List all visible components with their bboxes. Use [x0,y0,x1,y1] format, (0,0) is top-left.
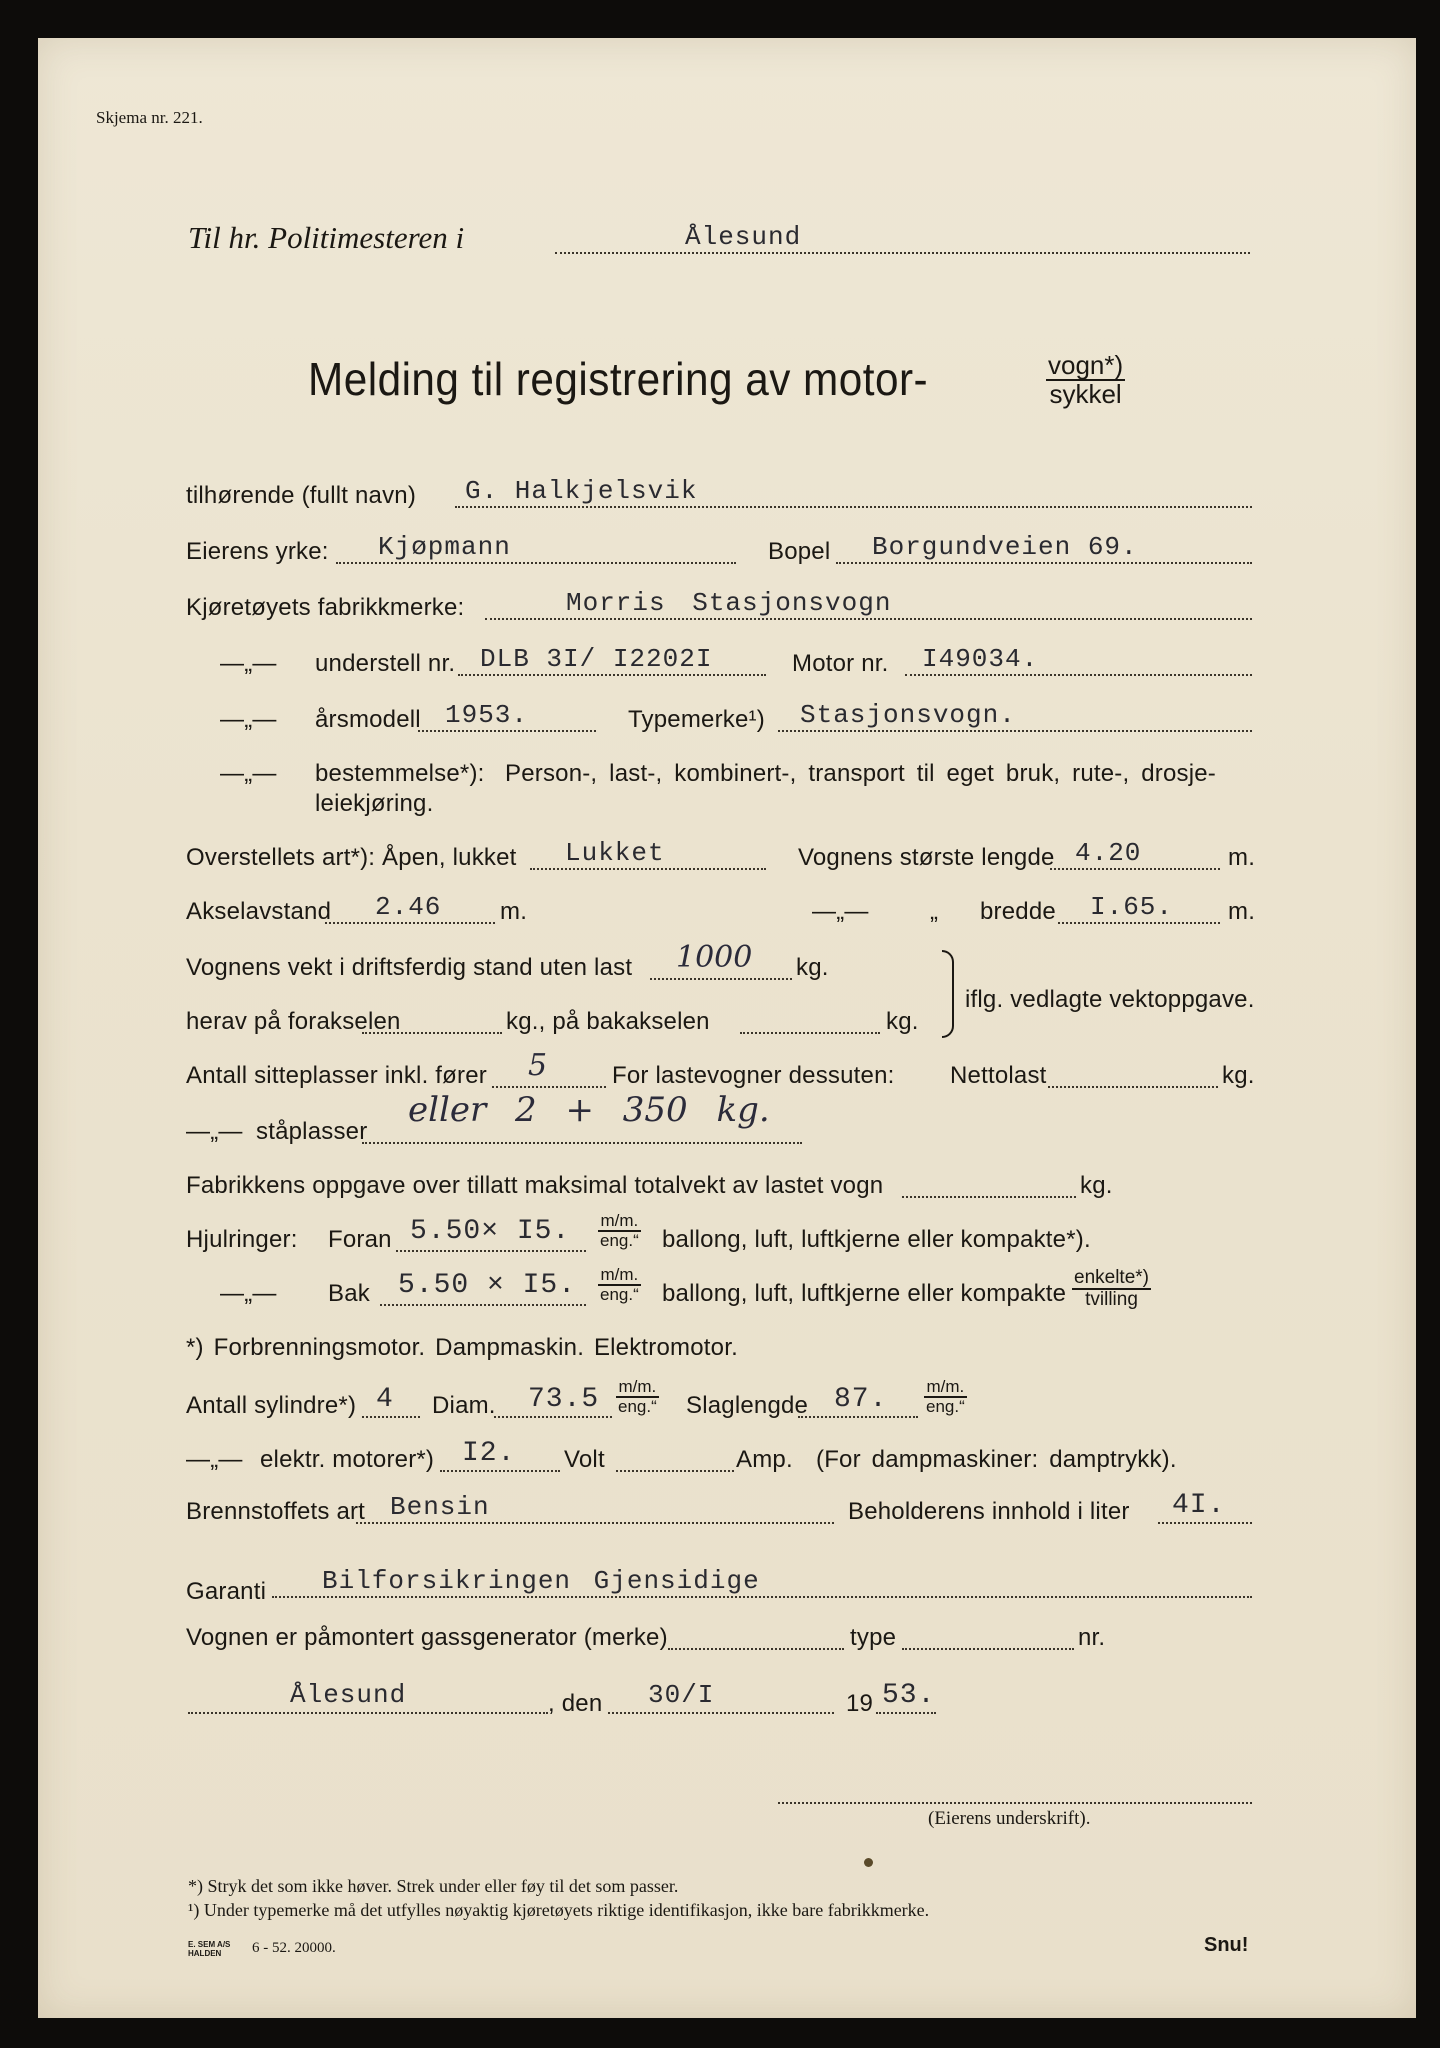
net-load-line [1048,1086,1218,1088]
guarantee-value: Bilforsikringen Gjensidige [322,1566,760,1596]
width-label: bredde [980,898,1056,925]
gas-type-line [902,1648,1074,1650]
rear-wheels-value: 5.50 × I5. [398,1270,577,1301]
stroke-unit-bottom: eng.“ [926,1396,965,1416]
date-den-label: , den [548,1690,603,1717]
stroke-unit [924,1378,967,1416]
volt-line [440,1470,560,1472]
max-weight-line [902,1196,1076,1198]
fuel-label: Brennstoffets art [186,1498,366,1525]
gas-generator-line [668,1648,844,1650]
max-weight-unit: kg. [1080,1172,1113,1199]
amp-line [616,1470,734,1472]
body-line [530,868,766,870]
year-value: 1953. [445,700,529,730]
front-wheels-line [396,1250,586,1252]
front-wheels-unit [598,1212,641,1250]
address-label: Bopel [768,538,831,565]
ditto-mark-purpose: —„— [220,760,277,787]
diameter-label: Diam. [432,1392,496,1419]
gas-nr-label: nr. [1078,1624,1106,1651]
year-prefix: 19 [846,1690,874,1717]
rear-axle-line [740,1032,880,1034]
weight-note: iflg. vedlagte vektoppgave. [965,986,1255,1013]
printer-name-line2: HALDEN [188,1949,222,1958]
date-line [608,1712,834,1714]
fuel-value: Bensin [390,1492,490,1522]
wheelbase-label: Akselavstand [186,898,332,925]
tank-line [1158,1522,1252,1524]
rear-wheels-label: Bak [328,1280,370,1307]
front-wheels-types: ballong, luft, luftkjerne eller kompakte*). [662,1226,1091,1253]
front-wheels-unit-bottom: eng.“ [600,1230,639,1250]
addressee-label: Til hr. Politimesteren i [188,220,465,255]
stroke-unit-top: m/m. [924,1378,967,1398]
front-wheels-unit-top: m/m. [598,1212,641,1232]
single-twin-choice [1072,1268,1151,1310]
width-line [1058,922,1220,924]
title-fraction-bottom: sykkel [1049,379,1122,410]
place-line [188,1712,548,1714]
front-axle-line [362,1032,502,1034]
electric-motors-label: elektr. motorer*) [260,1446,435,1473]
turn-over-note: Snu! [1204,1934,1249,1956]
tank-label: Beholderens innhold i liter [848,1498,1130,1525]
guarantee-line [272,1596,1252,1598]
wheels-label: Hjulringer: [186,1226,298,1253]
printer-name [188,1940,230,1958]
wheelbase-value: 2.46 [375,892,442,922]
ditto-mark-chassis: —„— [220,650,277,677]
net-load-unit: kg. [1222,1062,1255,1089]
year-label: årsmodell [315,706,421,733]
wheelbase-line [325,922,495,924]
printer-name-line1: E. SEM A/S [188,1940,231,1949]
occupation-value: Kjøpmann [378,532,511,562]
single-option: enkelte*) [1074,1267,1149,1288]
standing-value: eller 2 + 350 kg. [408,1090,770,1130]
ditto-mark-width: —„— [812,898,869,925]
length-line [1050,868,1220,870]
guarantee-label: Garanti [186,1578,267,1605]
make-label: Kjøretøyets fabrikkmerke: [186,594,465,621]
weight-value: 1000 [676,940,753,975]
weight-unit: kg. [796,954,829,981]
wheelbase-unit: m. [500,898,528,925]
purpose-options-cont: leiekjøring. [315,790,434,817]
seats-label: Antall sitteplasser inkl. fører [186,1062,487,1089]
stroke-label: Slaglengde [686,1392,809,1419]
form-title: Melding til registrering av motor- [308,353,929,405]
seats-value: 5 [528,1048,548,1083]
volt-value: I2. [462,1438,516,1469]
address-value: Borgundveien 69. [872,532,1138,562]
weight-brace [942,950,954,1038]
tank-value: 4I. [1172,1490,1226,1521]
rear-axle-unit: kg. [886,1008,919,1035]
year-line [418,730,596,732]
purpose-label: bestemmelse*): [315,760,485,787]
front-axle-label: herav på forakselen [186,1008,401,1035]
body-value: Lukket [565,838,665,868]
motor-line [905,674,1252,676]
diameter-unit-bottom: eng.“ [618,1396,657,1416]
addressee-value: Ålesund [685,222,802,252]
date-value: 30/I [648,1680,715,1710]
front-wheels-label: Foran [328,1226,392,1253]
standing-label: ståplasser [256,1118,368,1145]
owner-name-line [455,506,1252,508]
length-value: 4.20 [1075,838,1142,868]
sign-year-value: 53. [882,1680,936,1711]
stroke-line [798,1416,918,1418]
owner-name-value: G. Halkjelsvik [465,476,698,506]
ditto-mark-electric: —„— [186,1446,243,1473]
net-load-label: Nettolast [950,1062,1047,1089]
cylinders-line [362,1416,420,1418]
signature-caption: (Eierens underskrift). [928,1808,1091,1829]
type-line [778,730,1252,732]
diameter-value: 73.5 [528,1384,600,1415]
rear-wheels-unit [598,1266,641,1304]
truck-label: For lastevogner dessuten: [612,1062,895,1089]
footnote-1: *) Stryk det som ikke høver. Strek under eller føy til det som passer. [188,1876,679,1896]
body-label: Overstellets art*): Åpen, lukket [186,844,517,871]
engine-types: *) Forbrenningsmotor. Dampmaskin. Elektromotor. [186,1334,738,1361]
place-value: Ålesund [290,1680,407,1710]
title-fraction-top: vogn*) [1048,350,1124,380]
seats-line [492,1086,606,1088]
cylinders-value: 4 [376,1384,394,1415]
max-weight-label: Fabrikkens oppgave over tillatt maksimal totalvekt av lastet vogn [186,1172,884,1199]
ink-spot [864,1858,873,1867]
width-unit: m. [1228,898,1256,925]
gas-type-label: type [850,1624,897,1651]
twin-option: tvilling [1085,1288,1138,1310]
gas-generator-label: Vognen er påmontert gassgenerator (merke) [186,1624,668,1651]
address-line [836,562,1252,564]
weight-label: Vognens vekt i driftsferdig stand uten last [186,954,633,981]
ditto-mark-year: —„— [220,706,277,733]
volt-label: Volt [564,1446,605,1473]
length-unit: m. [1228,844,1256,871]
occupation-line [336,562,736,564]
front-wheels-value: 5.50× I5. [410,1216,571,1247]
signature-line [778,1802,1252,1804]
occupation-label: Eierens yrke: [186,538,329,565]
width-value: I.65. [1090,892,1174,922]
chassis-label: understell nr. [315,650,456,677]
make-line [485,618,1252,620]
rear-wheels-line [380,1304,586,1306]
chassis-value: DLB 3I/ I2202I [480,644,713,674]
motor-value: I49034. [922,644,1039,674]
purpose-options: Person-, last-, kombinert-, transport til eget bruk, rute-, drosje- [505,760,1216,787]
ditto-mark-rear: —„— [220,1280,277,1307]
rear-wheels-unit-bottom: eng.“ [600,1284,639,1304]
width-ditto-quote: „ [930,898,939,925]
length-label: Vognens største lengde [798,844,1055,871]
chassis-line [458,674,766,676]
make-value: Morris Stasjonsvogn [566,588,892,618]
sign-year-line [876,1712,936,1714]
fuel-line [356,1522,834,1524]
standing-line [362,1142,802,1144]
printer-code: 6 - 52. 20000. [252,1940,336,1956]
diameter-unit [616,1378,659,1416]
rear-wheels-types: ballong, luft, luftkjerne eller kompakte [662,1280,1067,1307]
motor-label: Motor nr. [792,650,889,677]
stroke-value: 87. [834,1384,888,1415]
diameter-unit-top: m/m. [616,1378,659,1398]
type-value: Stasjonsvogn. [800,700,1016,730]
steam-pressure-label: (For dampmaskiner: damptrykk). [816,1446,1177,1473]
type-label: Typemerke¹) [628,706,765,733]
footnote-2: ¹) Under typemerke må det utfylles nøyaktig kjøretøyets riktige identifikasjon, ikke bare fabrikkmerke. [188,1900,930,1920]
ditto-mark-standing: —„— [186,1118,243,1145]
amp-label: Amp. [736,1446,793,1473]
weight-line [650,978,792,980]
rear-axle-label: kg., på bakakselen [506,1008,710,1035]
cylinders-label: Antall sylindre*) [186,1392,357,1419]
diameter-line [494,1416,612,1418]
schema-number: Skjema nr. 221. [96,108,203,127]
addressee-line [555,252,1250,254]
title-fraction [1046,352,1125,409]
owner-name-label: tilhørende (fullt navn) [186,482,417,509]
rear-wheels-unit-top: m/m. [598,1266,641,1286]
